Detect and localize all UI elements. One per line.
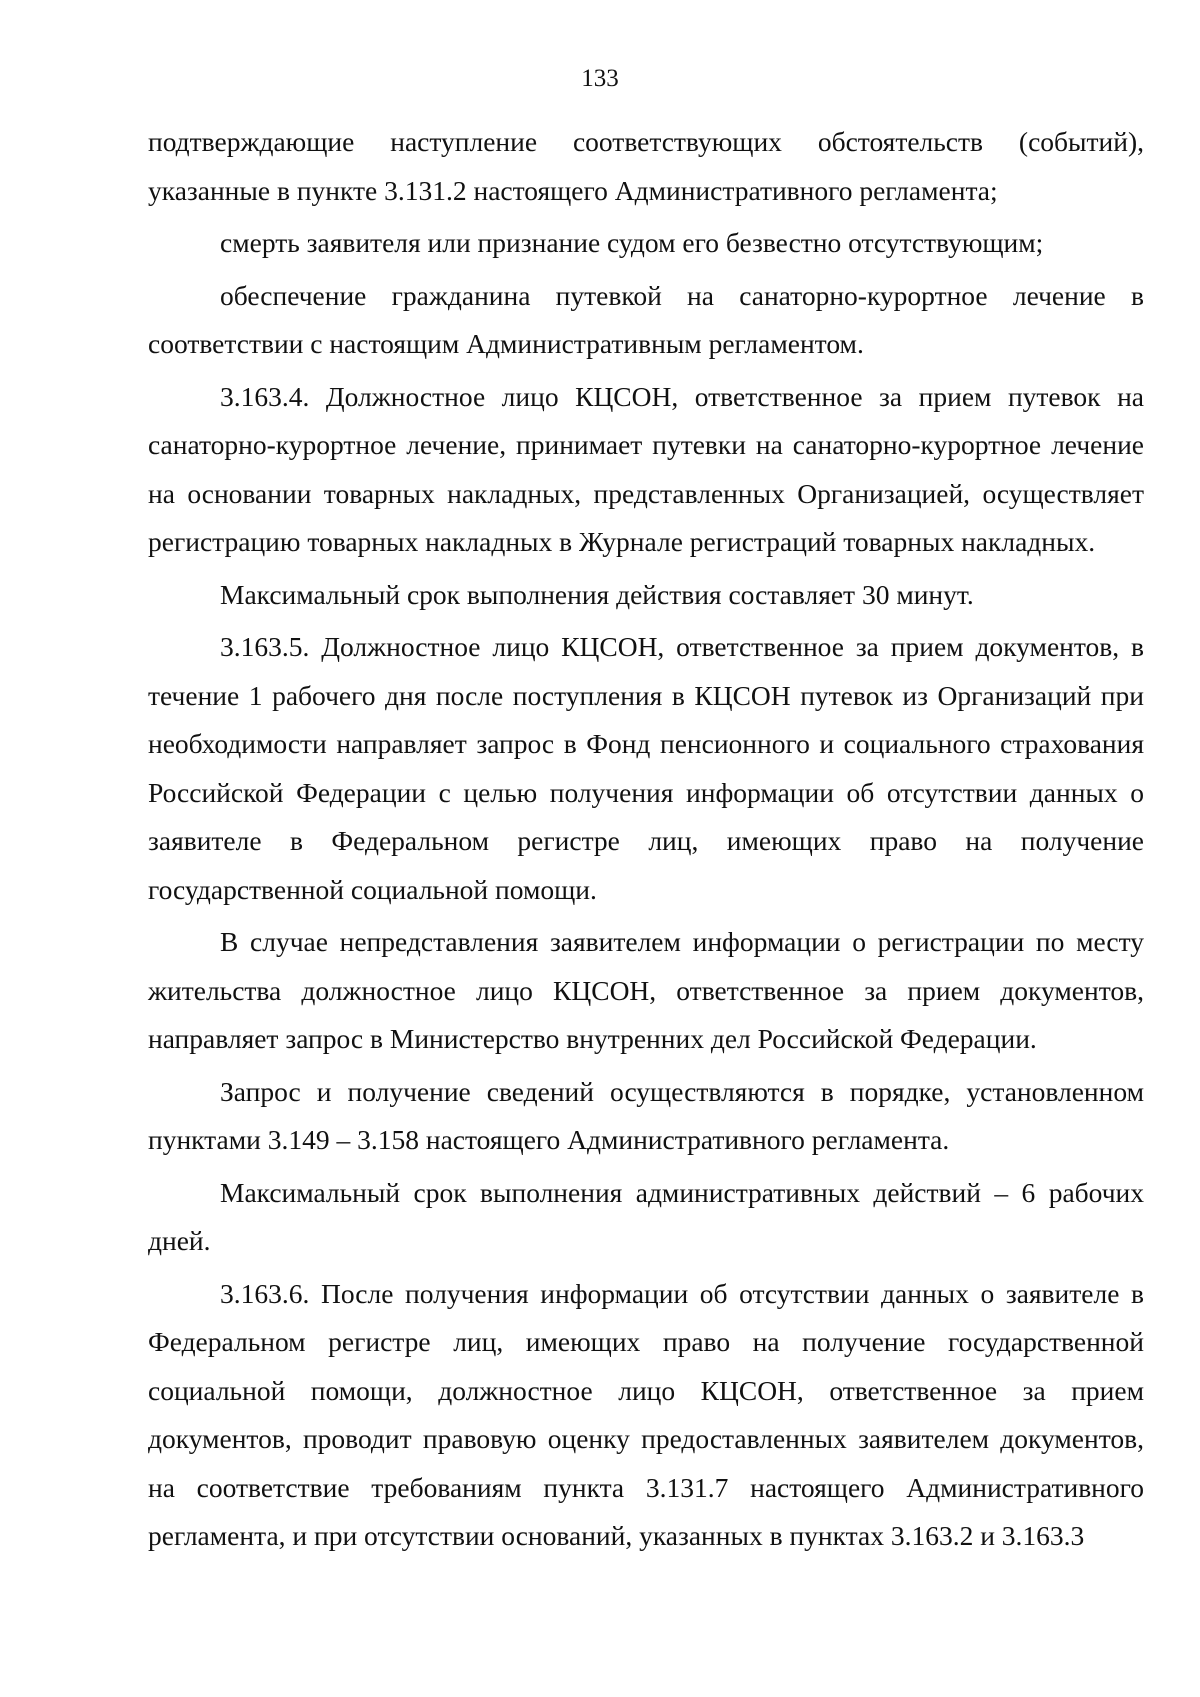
document-body [148, 118, 1144, 1565]
paragraph: Запрос и получение сведений осуществляются в порядке, установленном пунктами 3.149 – 3.158 настоящего Административного регламента. [148, 1075, 1144, 1155]
paragraph: Максимальный срок выполнения административных действий – 6 рабочих дней. [148, 1176, 1144, 1256]
paragraph: смерть заявителя или признание судом его безвестно отсутствующим; [220, 227, 1044, 258]
paragraph: В случае непредставления заявителем информации о регистрации по месту жительства должностное лицо КЦСОН, ответственное за прием документов, направляет запрос в Министерство внутренних дел Российской Федерации. [148, 926, 1144, 1054]
paragraph: подтверждающие наступление соответствующих обстоятельств (событий), указанные в пункте 3.131.2 настоящего Административного регламента; [148, 126, 1144, 206]
paragraph: 3.163.6. После получения информации об отсутствии данных о заявителе в Федеральном регистре лиц, имеющих право на получение государственной социальной помощи, должностное лицо КЦСОН, ответственное за прием документов, проводит правовую оценку предоставленных заявителем документов, на соответствие требованиям пункта 3.131.7 настоящего Административного регламента, и при отсутствии оснований, указанных в пунктах 3.163.2 и 3.163.3 [148, 1277, 1144, 1551]
page-number: 133 [581, 65, 619, 92]
paragraph: 3.163.5. Должностное лицо КЦСОН, ответственное за прием документов, в течение 1 рабочего дня после поступления в КЦСОН путевок из Организаций при необходимости направляет запрос в Фонд пенсионного и социального страхования Российской Федерации с целью получения информации об отсутствии данных о заявителе в Федеральном регистре лиц, имеющих право на получение государственной социальной помощи. [148, 631, 1144, 905]
paragraph: обеспечение гражданина путевкой на санаторно-курортное лечение в соответствии с настоящим Административным регламентом. [148, 279, 1144, 359]
paragraph: 3.163.4. Должностное лицо КЦСОН, ответственное за прием путевок на санаторно-курортное лечение, принимает путевки на санаторно-курортное лечение на основании товарных накладных, представленных Организацией, осуществляет регистрацию товарных накладных в Журнале регистраций товарных накладных. [148, 380, 1144, 557]
paragraph: Максимальный срок выполнения действия составляет 30 минут. [220, 578, 974, 610]
